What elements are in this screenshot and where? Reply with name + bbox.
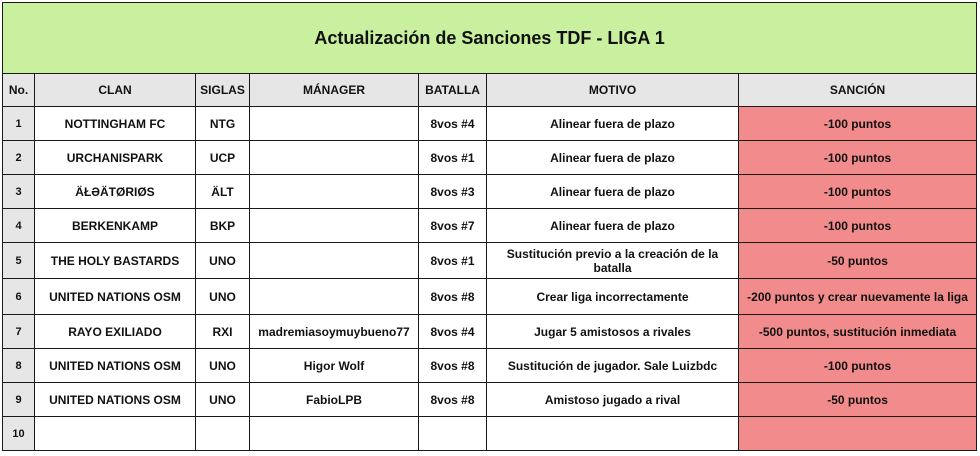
cell-batalla[interactable]: 8vos #8 — [419, 383, 487, 417]
sanctions-sheet — [2, 2, 976, 451]
cell-motivo[interactable]: Alinear fuera de plazo — [487, 209, 739, 243]
cell-manager[interactable] — [250, 209, 419, 243]
header-motivo: MOTIVO — [487, 74, 739, 107]
table-row — [3, 141, 977, 175]
table-row — [3, 243, 977, 279]
cell-clan[interactable]: NOTTINGHAM FC — [35, 107, 196, 141]
cell-no[interactable]: 5 — [3, 243, 35, 279]
cell-motivo[interactable] — [487, 417, 739, 451]
cell-batalla[interactable]: 8vos #8 — [419, 279, 487, 315]
cell-manager[interactable]: madremiasoymuybueno77 — [250, 315, 419, 349]
header-siglas: SIGLAS — [196, 74, 250, 107]
cell-sancion[interactable]: -100 puntos — [739, 107, 977, 141]
cell-siglas[interactable]: UNO — [196, 279, 250, 315]
cell-clan[interactable]: BERKENKAMP — [35, 209, 196, 243]
cell-clan[interactable]: UNITED NATIONS OSM — [35, 279, 196, 315]
cell-sancion[interactable]: -100 puntos — [739, 141, 977, 175]
cell-siglas[interactable]: UNO — [196, 349, 250, 383]
table-row — [3, 279, 977, 315]
cell-manager[interactable]: Higor Wolf — [250, 349, 419, 383]
cell-sancion[interactable]: -100 puntos — [739, 209, 977, 243]
cell-siglas[interactable] — [196, 417, 250, 451]
cell-no[interactable]: 6 — [3, 279, 35, 315]
header-manager: MÁNAGER — [250, 74, 419, 107]
cell-no[interactable]: 2 — [3, 141, 35, 175]
cell-batalla[interactable]: 8vos #8 — [419, 349, 487, 383]
cell-manager[interactable] — [250, 417, 419, 451]
cell-motivo[interactable]: Alinear fuera de plazo — [487, 107, 739, 141]
cell-no[interactable]: 4 — [3, 209, 35, 243]
cell-clan[interactable]: URCHANISPARK — [35, 141, 196, 175]
cell-no[interactable]: 3 — [3, 175, 35, 209]
cell-motivo[interactable]: Amistoso jugado a rival — [487, 383, 739, 417]
cell-motivo[interactable]: Sustitución previo a la creación de la batalla — [487, 243, 739, 279]
table-row — [3, 175, 977, 209]
cell-batalla[interactable]: 8vos #1 — [419, 141, 487, 175]
header-sancion: SANCIÓN — [739, 74, 977, 107]
cell-manager[interactable] — [250, 279, 419, 315]
cell-manager[interactable] — [250, 243, 419, 279]
table-row — [3, 209, 977, 243]
cell-siglas[interactable]: BKP — [196, 209, 250, 243]
cell-batalla[interactable]: 8vos #3 — [419, 175, 487, 209]
cell-sancion[interactable]: -50 puntos — [739, 243, 977, 279]
cell-no[interactable]: 1 — [3, 107, 35, 141]
cell-siglas[interactable]: NTG — [196, 107, 250, 141]
cell-siglas[interactable]: UNO — [196, 243, 250, 279]
cell-motivo[interactable]: Sustitución de jugador. Sale Luizbdc — [487, 349, 739, 383]
cell-manager[interactable]: FabioLPB — [250, 383, 419, 417]
cell-manager[interactable] — [250, 141, 419, 175]
cell-motivo[interactable]: Alinear fuera de plazo — [487, 141, 739, 175]
cell-siglas[interactable]: UNO — [196, 383, 250, 417]
cell-clan[interactable]: UNITED NATIONS OSM — [35, 383, 196, 417]
table-row — [3, 315, 977, 349]
cell-clan[interactable]: THE HOLY BASTARDS — [35, 243, 196, 279]
cell-sancion[interactable]: -100 puntos — [739, 175, 977, 209]
cell-no[interactable]: 8 — [3, 349, 35, 383]
table-row — [3, 417, 977, 451]
cell-clan[interactable] — [35, 417, 196, 451]
cell-no[interactable]: 9 — [3, 383, 35, 417]
table-row — [3, 349, 977, 383]
cell-batalla[interactable]: 8vos #1 — [419, 243, 487, 279]
header-clan: CLAN — [35, 74, 196, 107]
cell-no[interactable]: 7 — [3, 315, 35, 349]
header-no: No. — [3, 74, 35, 107]
cell-manager[interactable] — [250, 107, 419, 141]
page-title: Actualización de Sanciones TDF - LIGA 1 — [3, 3, 977, 74]
cell-sancion[interactable]: -100 puntos — [739, 349, 977, 383]
cell-clan[interactable]: RAYO EXILIADO — [35, 315, 196, 349]
cell-clan[interactable]: UNITED NATIONS OSM — [35, 349, 196, 383]
cell-sancion[interactable]: -500 puntos, sustitución inmediata — [739, 315, 977, 349]
header-batalla: BATALLA — [419, 74, 487, 107]
cell-batalla[interactable]: 8vos #7 — [419, 209, 487, 243]
cell-batalla[interactable]: 8vos #4 — [419, 315, 487, 349]
cell-sancion[interactable]: -200 puntos y crear nuevamente la liga — [739, 279, 977, 315]
cell-clan[interactable]: ÄŁƏÄTØRIØS — [35, 175, 196, 209]
cell-batalla[interactable] — [419, 417, 487, 451]
table-row — [3, 383, 977, 417]
cell-motivo[interactable]: Jugar 5 amistosos a rivales — [487, 315, 739, 349]
sanctions-table — [2, 2, 977, 451]
cell-no[interactable]: 10 — [3, 417, 35, 451]
cell-sancion[interactable] — [739, 417, 977, 451]
table-row — [3, 107, 977, 141]
cell-siglas[interactable]: ÄLT — [196, 175, 250, 209]
cell-siglas[interactable]: UCP — [196, 141, 250, 175]
cell-batalla[interactable]: 8vos #4 — [419, 107, 487, 141]
cell-manager[interactable] — [250, 175, 419, 209]
cell-sancion[interactable]: -50 puntos — [739, 383, 977, 417]
cell-motivo[interactable]: Alinear fuera de plazo — [487, 175, 739, 209]
cell-motivo[interactable]: Crear liga incorrectamente — [487, 279, 739, 315]
cell-siglas[interactable]: RXI — [196, 315, 250, 349]
